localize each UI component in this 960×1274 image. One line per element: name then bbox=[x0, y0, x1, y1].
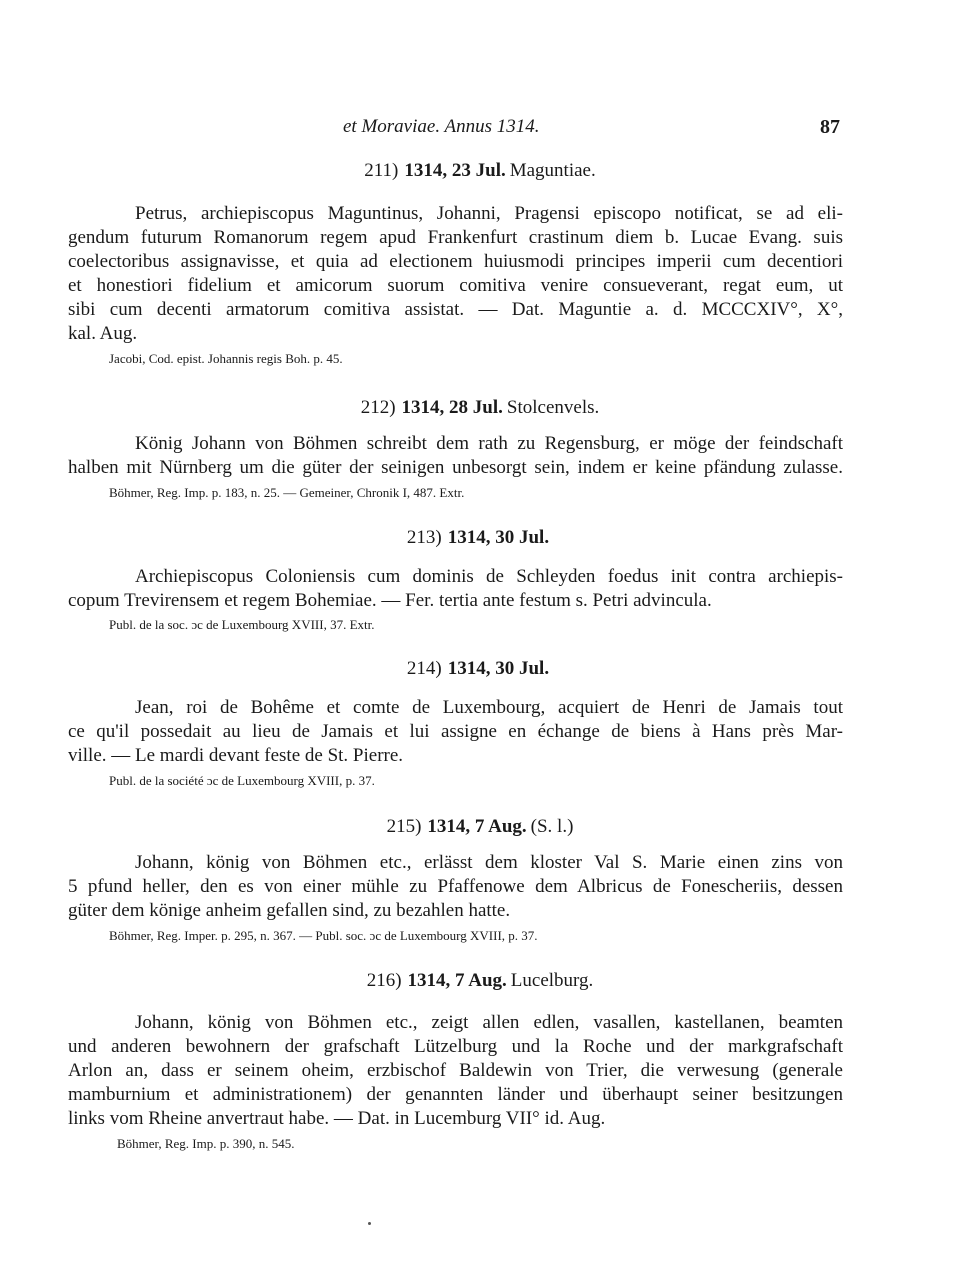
citation: Böhmer, Reg. Imper. p. 295, n. 367. — Publ. soc. ɔc de Luxembourg XVIII, p. 37. bbox=[109, 928, 538, 943]
text-line: kal. Aug. bbox=[68, 323, 138, 344]
text-line: coelectoribus assignavisse, et quia ad electionem huiusmodi principes imperii cum decentiori bbox=[68, 251, 843, 272]
page-number: 87 bbox=[820, 116, 840, 138]
citation: Böhmer, Reg. Imp. p. 183, n. 25. — Gemeiner, Chronik I, 487. Extr. bbox=[109, 485, 465, 500]
entry-date: 1314, 23 Jul. bbox=[404, 160, 506, 181]
entry-heading bbox=[0, 658, 960, 680]
entry-place: (S. l.) bbox=[530, 816, 574, 837]
entry-date: 1314, 7 Aug. bbox=[407, 970, 507, 991]
text-line: Petrus, archiepiscopus Maguntinus, Johanni, Pragensi episcopo notificat, se ad eli- bbox=[135, 203, 843, 224]
entry-number: 216) bbox=[366, 970, 402, 991]
text-line: und anderen bewohnern der grafschaft Lützelburg und la Roche und der markgrafschaft bbox=[68, 1036, 843, 1057]
text-line: 5 pfund heller, den es von einer mühle zu Pfaffenowe dem Albricus de Fonescheriis, dessen bbox=[68, 876, 843, 897]
citation: Jacobi, Cod. epist. Johannis regis Boh. p. 45. bbox=[109, 351, 343, 366]
entry-number: 214) bbox=[406, 658, 442, 679]
text-line: Johann, könig von Böhmen etc., zeigt allen edlen, vasallen, kastellanen, beamten bbox=[135, 1012, 843, 1033]
entry-heading bbox=[0, 970, 960, 992]
text-line: halben mit Nürnberg um die güter der seinigen unbesorgt sein, indem er keine pfändung zulasse. bbox=[68, 457, 843, 478]
text-line: mamburnium et administrationem) der genannten länder und überhaupt seiner besitzungen bbox=[68, 1084, 843, 1105]
citation: Publ. de la société ɔc de Luxembourg XVIII, p. 37. bbox=[109, 773, 375, 788]
text-line: ce qu'il possedait au lieu de Jamais et lui assigne en échange de biens à Hans près Mar- bbox=[68, 721, 843, 742]
text-line: et honestiori fidelium et amicorum suorum comitiva venire consueverant, regat eum, ut bbox=[68, 275, 843, 296]
text-line: Archiepiscopus Coloniensis cum dominis de Schleyden foedus init contra archiepis- bbox=[135, 566, 843, 587]
text-line: Jean, roi de Bohême et comte de Luxembourg, acquiert de Henri de Jamais tout bbox=[135, 697, 843, 718]
text-line: ville. — Le mardi devant feste de St. Pierre. bbox=[68, 745, 404, 766]
entry-number: 212) bbox=[360, 397, 396, 418]
text-line: gendum futurum Romanorum regem apud Frankenfurt crastinum diem b. Lucae Evang. suis bbox=[68, 227, 843, 248]
entry-heading bbox=[0, 527, 960, 549]
entry-heading bbox=[0, 816, 960, 838]
entry-place: Lucelburg. bbox=[510, 970, 594, 991]
text-line: güter dem könige anheim gefallen sind, zu bezahlen hatte. bbox=[68, 900, 511, 921]
citation: Publ. de la soc. ɔc de Luxembourg XVIII, 37. Extr. bbox=[109, 617, 375, 632]
entry-heading bbox=[0, 160, 960, 182]
entry-date: 1314, 30 Jul. bbox=[447, 658, 550, 679]
text-line: sibi cum decenti armatorum comitiva assistat. — Dat. Maguntie a. d. MCCCXIV°, X°, bbox=[68, 299, 843, 320]
ink-speck bbox=[368, 1222, 371, 1225]
entry-date: 1314, 28 Jul. bbox=[401, 397, 503, 418]
entry-number: 215) bbox=[386, 816, 422, 837]
page-header bbox=[0, 116, 960, 140]
citation: Böhmer, Reg. Imp. p. 390, n. 545. bbox=[117, 1136, 295, 1151]
entry-number: 213) bbox=[406, 527, 442, 548]
text-line: König Johann von Böhmen schreibt dem rath zu Regensburg, er möge der feindschaft bbox=[135, 433, 843, 454]
text-line: Arlon an, dass er seinem oheim, erzbischof Baldewin von Trier, die verwesung (generale bbox=[68, 1060, 843, 1081]
entry-place: Maguntiae. bbox=[509, 160, 596, 181]
text-line: Johann, könig von Böhmen etc., erlässt dem kloster Val S. Marie einen zins von bbox=[135, 852, 843, 873]
text-line: links vom Rheine anvertraut habe. — Dat. in Lucemburg VII° id. Aug. bbox=[68, 1108, 606, 1129]
text-line: copum Trevirensem et regem Bohemiae. — Fer. tertia ante festum s. Petri advincula. bbox=[68, 590, 712, 611]
entry-date: 1314, 30 Jul. bbox=[447, 527, 550, 548]
entry-place: Stolcenvels. bbox=[506, 397, 600, 418]
entry-number: 211) bbox=[364, 160, 399, 181]
entry-heading bbox=[0, 397, 960, 419]
entry-date: 1314, 7 Aug. bbox=[427, 816, 527, 837]
running-head: et Moraviae. Annus 1314. bbox=[343, 116, 540, 137]
